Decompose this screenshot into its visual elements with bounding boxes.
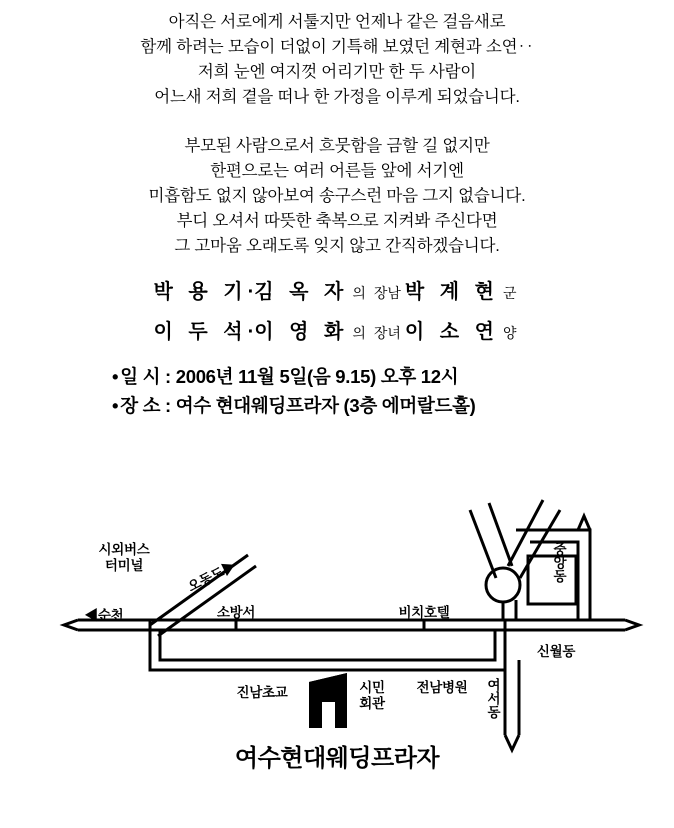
map-label-terminal (86, 542, 162, 574)
road-lower-loop-2 (160, 630, 495, 660)
invitation-paragraph-2 (0, 134, 674, 259)
invitation-paragraph-1 (0, 10, 674, 110)
invitation-line: 저희 눈엔 여지껏 어리기만 한 두 사람이 (197, 63, 477, 81)
family-lines (0, 272, 674, 352)
map-label-civic-hall-line1: 시민 (359, 680, 385, 695)
location-map (0, 470, 674, 828)
map-label-jeonnam-hospital: 전남병원 (416, 680, 468, 695)
event-date-row (112, 362, 632, 391)
map-label-fire-station: 소방서 (216, 605, 256, 620)
bride-relation-particle: 의 (352, 325, 366, 341)
groom-relation: 장남 (373, 285, 401, 301)
event-date-label: 일 시 : (120, 366, 171, 387)
map-label-sinwol-dong: 신월동 (536, 644, 576, 659)
map-label-beach-hotel: 비치호텔 (398, 605, 450, 620)
event-place-value: 여수 현대웨딩프라자 (3층 에머랄드홀) (175, 395, 476, 416)
groom-father-name: 박 용 기 (153, 281, 248, 303)
groom-name: 박 계 현 (404, 281, 499, 303)
roundabout (486, 568, 520, 602)
invitation-line: 아직은 서로에게 서툴지만 언제나 같은 걸음새로 (168, 13, 506, 31)
bullet-icon: • (112, 366, 119, 387)
groom-title: 군 (502, 285, 517, 301)
road-lower-loop (150, 620, 505, 670)
groom-name-separator: · (247, 281, 255, 303)
map-label-yeoseo-dong: 여서동 (485, 678, 500, 719)
road-right-cap (625, 620, 639, 630)
venue-name: 여수현대웨딩프라자 (234, 745, 440, 772)
flyover-left-a (470, 510, 496, 578)
groom-relation-particle: 의 (352, 285, 366, 301)
invitation-line: 미흡함도 없지 않아보여 송구스런 마음 그지 없습니다. (148, 187, 526, 205)
map-label-jinnam-school: 진남초교 (236, 685, 288, 700)
bride-name: 이 소 연 (404, 321, 499, 343)
map-label-civic-hall (352, 680, 392, 712)
map-label-jungang-dong: 중앙동 (551, 542, 566, 583)
bride-mother-name: 이 영 화 (254, 321, 349, 343)
map-label-suncheon: ◀순천 (84, 608, 124, 623)
event-place-row (112, 391, 632, 420)
building-door (322, 702, 335, 728)
venue-building-icon (309, 673, 347, 728)
map-label-civic-hall-line2: 회관 (359, 696, 385, 711)
groom-mother-name: 김 옥 자 (254, 281, 349, 303)
groom-family-row (0, 272, 674, 312)
arrow-up-jungang (578, 516, 590, 530)
bride-father-name: 이 두 석 (153, 321, 248, 343)
invitation-line: 한편으로는 여러 어른들 앞에 서기엔 (210, 162, 464, 180)
invitation-text (0, 10, 674, 259)
bride-title: 양 (502, 325, 517, 341)
map-label-odongdo: 오동도▶ (185, 558, 239, 595)
bride-relation: 장녀 (373, 325, 401, 341)
invitation-line: 함께 하려는 모습이 더없이 기특해 보였던 계현과 소연‥ (140, 38, 534, 56)
invitation-line: 그 고마움 오래도록 잊지 않고 간직하겠습니다. (174, 237, 500, 255)
bullet-icon: • (112, 395, 119, 416)
map-label-terminal-line2: 터미널 (104, 558, 144, 573)
invitation-line: 부모된 사람으로서 흐뭇함을 금할 길 없지만 (184, 137, 490, 155)
map-label-terminal-line1: 시외버스 (98, 542, 150, 557)
flyover-left-b (489, 503, 512, 566)
bride-name-separator: · (247, 321, 255, 343)
event-details (112, 362, 632, 420)
invitation-line: 부디 오셔서 따뜻한 축복으로 지켜봐 주신다면 (176, 212, 498, 230)
event-place-label: 장 소 : (120, 395, 171, 416)
invitation-line: 어느새 저희 곁을 떠나 한 가정을 이루게 되었습니다. (154, 88, 520, 106)
bride-family-row (0, 312, 674, 352)
event-date-value: 2006년 11월 5일(음 9.15) 오후 12시 (175, 366, 459, 387)
